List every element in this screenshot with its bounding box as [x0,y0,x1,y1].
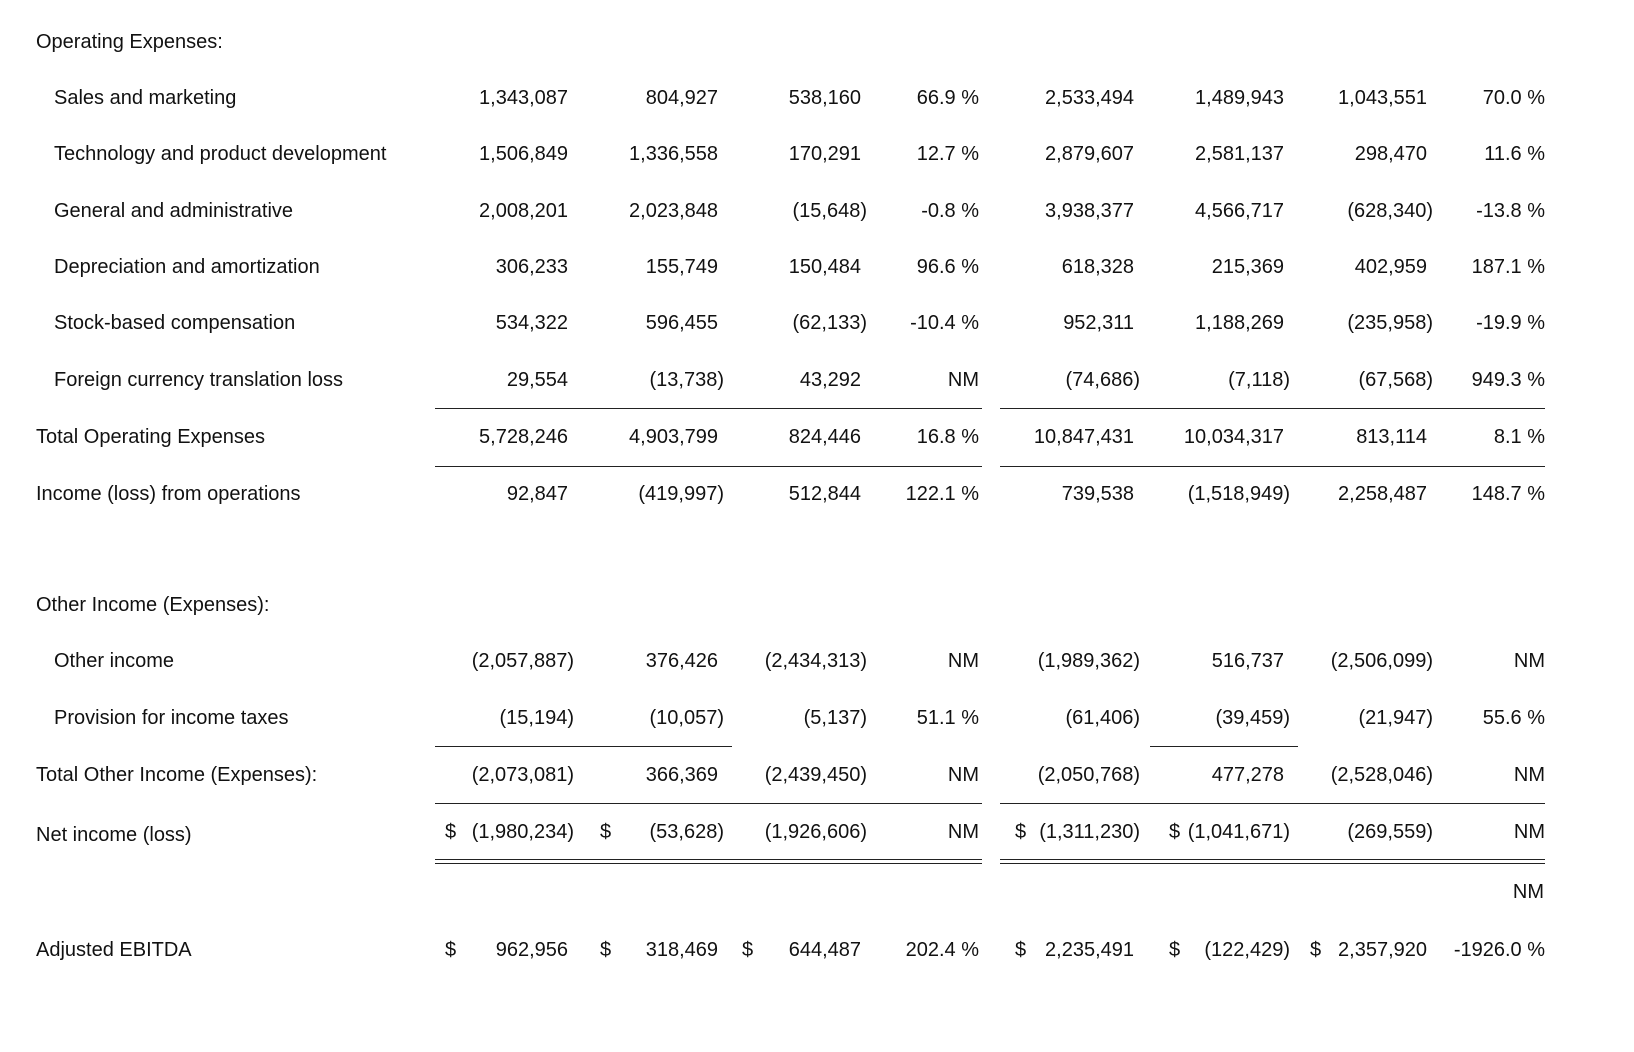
table-row-technology [0,134,1634,174]
value-cell: (1,989,362) [1037,650,1140,672]
table-row-adjusted-ebitda [0,930,1634,970]
subtotal-rule [1150,746,1298,747]
value-cell: 2,357,920 [1338,939,1427,961]
value-cell: 804,927 [645,87,718,109]
value-cell: 306,233 [495,256,568,278]
value-cell: 4,566,717 [1195,200,1284,222]
value-cell: (628,340) [1347,200,1433,222]
row-label: General and administrative [54,200,294,222]
value-cell: 70.0 % [1482,87,1545,109]
value-cell: (2,528,046) [1330,764,1433,786]
currency-symbol: $ [1169,939,1181,961]
subtotal-rule [435,466,982,467]
row-label: Technology and product development [54,143,387,165]
value-cell: 3,938,377 [1045,200,1134,222]
value-cell: (62,133) [792,312,867,334]
value-cell: 1,188,269 [1195,312,1284,334]
value-cell: (1,980,234) [471,821,574,843]
value-cell: 824,446 [788,426,861,448]
value-cell: (5,137) [803,707,867,729]
value-cell: 376,426 [645,650,718,672]
total-double-rule [1000,859,1545,864]
value-cell: 952,311 [1063,312,1134,334]
value-cell: 298,470 [1354,143,1427,165]
value-cell: 534,322 [495,312,568,334]
currency-symbol: $ [1169,821,1181,843]
value-cell: 644,487 [788,939,861,961]
currency-symbol: $ [1310,939,1322,961]
row-label: Other income [54,650,175,672]
value-cell: 366,369 [645,764,718,786]
value-cell: 10,847,431 [1033,426,1134,448]
value-cell: 96.6 % [916,256,979,278]
row-label: Provision for income taxes [54,707,289,729]
section-other-income [0,585,1634,625]
row-label: Stock-based compensation [54,312,296,334]
value-cell: 122.1 % [905,483,979,505]
table-row-tax [0,698,1634,738]
value-cell: 596,455 [645,312,718,334]
subtotal-rule [435,746,732,747]
value-cell: NM [947,764,979,786]
currency-symbol: $ [600,939,612,961]
value-cell: 29,554 [506,369,568,391]
value-cell: 477,278 [1211,764,1284,786]
value-cell: -19.9 % [1476,312,1545,334]
value-cell: (2,050,768) [1037,764,1140,786]
section-title: Other Income (Expenses): [36,594,270,616]
value-cell: (53,628) [649,821,724,843]
total-double-rule [435,859,982,864]
value-cell: (2,439,450) [764,764,867,786]
table-row-total-other [0,755,1634,795]
value-cell: 813,114 [1356,426,1427,448]
value-cell: -0.8 % [921,200,979,222]
value-cell: 2,258,487 [1338,483,1427,505]
currency-symbol: $ [445,939,457,961]
value-cell: 187.1 % [1471,256,1545,278]
subtotal-rule [435,408,982,409]
value-cell: 1,506,849 [479,143,568,165]
value-cell: 150,484 [788,256,861,278]
row-label: Total Other Income (Expenses): [36,764,318,786]
value-cell: 55.6 % [1482,707,1545,729]
subtotal-rule [1000,803,1545,804]
value-cell: 402,959 [1354,256,1427,278]
row-label: Income (loss) from operations [36,483,301,505]
value-cell: 51.1 % [916,707,979,729]
value-cell: 516,737 [1211,650,1284,672]
value-cell: NM [1513,764,1545,786]
value-cell: (419,997) [638,483,724,505]
value-cell: (1,926,606) [764,821,867,843]
section-title: Operating Expenses: [36,31,223,53]
value-cell: (15,648) [792,200,867,222]
currency-symbol: $ [600,821,612,843]
row-label: Net income (loss) [36,824,192,846]
value-cell: 1,343,087 [479,87,568,109]
table-row-general-admin [0,191,1634,231]
value-cell: NM [1513,650,1545,672]
value-cell: 1,336,558 [629,143,718,165]
value-cell: -1926.0 % [1453,939,1545,961]
value-cell: 2,879,607 [1045,143,1134,165]
value-cell: 512,844 [788,483,861,505]
value-cell: (21,947) [1358,707,1433,729]
subtotal-rule [1000,408,1545,409]
value-cell: 148.7 % [1471,483,1545,505]
value-cell: 2,235,491 [1045,939,1134,961]
value-cell: 538,160 [788,87,861,109]
value-cell: 318,469 [645,939,718,961]
value-cell: (235,958) [1347,312,1433,334]
value-cell: (2,057,887) [471,650,574,672]
value-cell: 618,328 [1061,256,1134,278]
row-label: Sales and marketing [54,87,237,109]
table-row-other-income [0,641,1634,681]
value-cell: 170,291 [788,143,861,165]
currency-symbol: $ [742,939,754,961]
subtotal-rule [1000,466,1545,467]
nm-note: NM [1512,881,1544,903]
value-cell: (2,434,313) [764,650,867,672]
value-cell: (2,506,099) [1330,650,1433,672]
value-cell: (1,311,230) [1039,821,1140,843]
currency-symbol: $ [1015,821,1027,843]
section-operating-expenses [0,22,1634,62]
value-cell: 43,292 [799,369,861,391]
value-cell: 92,847 [506,483,568,505]
value-cell: (61,406) [1065,707,1140,729]
nm-note-row [0,872,1634,912]
value-cell: 1,043,551 [1338,87,1427,109]
value-cell: (15,194) [499,707,574,729]
value-cell: 2,533,494 [1045,87,1134,109]
subtotal-rule [435,803,982,804]
value-cell: 949.3 % [1471,369,1545,391]
value-cell: NM [1513,821,1545,843]
value-cell: 1,489,943 [1195,87,1284,109]
value-cell: 10,034,317 [1183,426,1284,448]
value-cell: (269,559) [1347,821,1433,843]
value-cell: 66.9 % [916,87,979,109]
currency-symbol: $ [445,821,457,843]
table-row-stock-comp [0,303,1634,343]
row-label: Depreciation and amortization [54,256,320,278]
value-cell: 739,538 [1061,483,1134,505]
value-cell: (74,686) [1065,369,1140,391]
value-cell: 962,956 [495,939,568,961]
value-cell: (7,118) [1228,369,1290,391]
value-cell: 8.1 % [1493,426,1545,448]
value-cell: 215,369 [1211,256,1284,278]
value-cell: -13.8 % [1476,200,1545,222]
value-cell: (2,073,081) [471,764,574,786]
row-label: Total Operating Expenses [36,426,266,448]
table-row-net-income [0,812,1634,852]
value-cell: 2,008,201 [479,200,568,222]
value-cell: 4,903,799 [629,426,718,448]
value-cell: -10.4 % [910,312,979,334]
value-cell: NM [947,369,979,391]
value-cell: (13,738) [649,369,724,391]
table-row-depreciation [0,247,1634,287]
value-cell: 202.4 % [905,939,979,961]
value-cell: 5,728,246 [479,426,568,448]
table-row-sales-marketing [0,78,1634,118]
value-cell: 2,581,137 [1195,143,1284,165]
value-cell: (1,041,671) [1187,821,1290,843]
table-row-fx-loss [0,360,1634,400]
value-cell: (1,518,949) [1187,483,1290,505]
value-cell: (122,429) [1204,939,1290,961]
value-cell: (67,568) [1358,369,1433,391]
value-cell: NM [947,821,979,843]
row-label: Foreign currency translation loss [54,369,344,391]
value-cell: 12.7 % [916,143,979,165]
table-row-total-opex [0,417,1634,457]
value-cell: NM [947,650,979,672]
value-cell: 155,749 [645,256,718,278]
currency-symbol: $ [1015,939,1027,961]
table-row-ops-income [0,474,1634,514]
value-cell: 11.6 % [1484,143,1545,165]
value-cell: 16.8 % [916,426,979,448]
value-cell: (39,459) [1215,707,1290,729]
value-cell: 2,023,848 [629,200,718,222]
row-label: Adjusted EBITDA [36,939,192,961]
value-cell: (10,057) [649,707,724,729]
